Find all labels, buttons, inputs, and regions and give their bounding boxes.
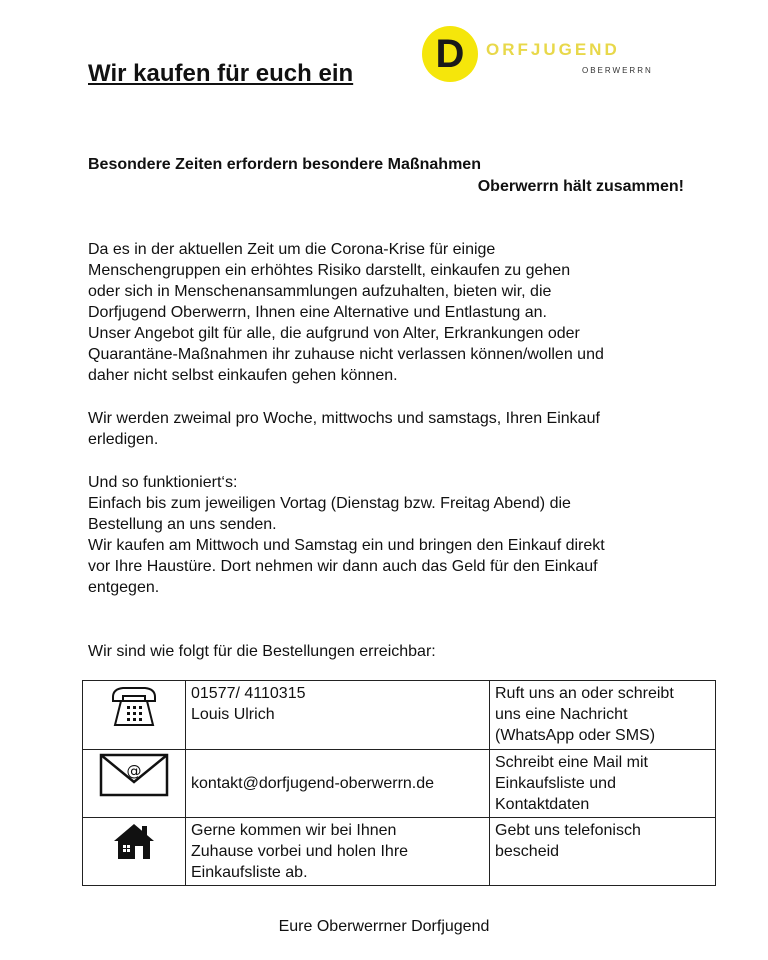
detail-line: Gerne kommen wir bei Ihnen [191, 822, 397, 839]
phone-number[interactable]: 01577/ 4110315 [191, 685, 306, 702]
note-line: Einkaufsliste und [495, 775, 616, 792]
telephone-icon [109, 683, 159, 729]
schedule-line: erledigen. [88, 431, 159, 448]
intro-line: oder sich in Menschenansammlungen aufzuhalten, bieten wir, die [88, 283, 552, 300]
note-line: uns eine Nachricht [495, 706, 628, 723]
intro-paragraph [88, 239, 708, 386]
howto-line: entgegen. [88, 579, 160, 596]
detail-line: Einkaufsliste ab. [191, 864, 308, 881]
icon-cell [83, 818, 186, 886]
envelope-icon [98, 752, 170, 798]
contact-detail-cell [186, 818, 490, 886]
howto-line: Einfach bis zum jeweiligen Vortag (Dienstag bzw. Freitag Abend) die [88, 495, 571, 512]
table-row [83, 681, 716, 750]
subheading-secondary: Oberwerrn hält zusammen! [477, 178, 684, 195]
intro-line: Menschengruppen ein erhöhtes Risiko darstellt, einkaufen zu gehen [88, 262, 571, 279]
note-line: Gebt uns telefonisch [495, 822, 641, 839]
icon-cell [83, 750, 186, 818]
signature: Eure Oberwerrner Dorfjugend [278, 918, 490, 935]
howto-line: Wir kaufen am Mittwoch und Samstag ein und bringen den Einkauf direkt [88, 537, 605, 554]
svg-text:@: @ [126, 762, 142, 780]
icon-cell [83, 681, 186, 750]
email-link[interactable]: kontakt@dorfjugend-oberwerrn.de [191, 775, 435, 792]
contact-detail-cell [186, 681, 490, 750]
schedule-line: Wir werden zweimal pro Woche, mittwochs und samstags, Ihren Einkauf [88, 410, 600, 427]
logo-letter: D [435, 31, 465, 76]
reach-paragraph: Wir sind wie folgt für die Bestellungen erreichbar: [88, 643, 436, 660]
dorfjugend-logo [422, 26, 682, 82]
detail-line: Zuhause vorbei und holen Ihre [191, 843, 409, 860]
subheading-primary: Besondere Zeiten erfordern besondere Maßnahmen [88, 156, 481, 173]
page-title: Wir kaufen für euch ein [88, 60, 354, 87]
note-line: bescheid [495, 843, 560, 860]
note-line: Ruft uns an oder schreibt [495, 685, 674, 702]
contact-table [82, 680, 716, 886]
note-line: Schreibt eine Mail mit [495, 754, 648, 771]
logo-name: ORFJUGEND [486, 40, 620, 59]
intro-line: daher nicht selbst einkaufen gehen können. [88, 367, 398, 384]
table-row [83, 750, 716, 818]
intro-line: Quarantäne-Maßnahmen ihr zuhause nicht verlassen können/wollen und [88, 346, 604, 363]
contact-detail-cell [186, 750, 490, 818]
note-line: Kontaktdaten [495, 796, 590, 813]
intro-line: Unser Angebot gilt für alle, die aufgrund von Alter, Erkrankungen oder [88, 325, 580, 342]
house-icon [111, 820, 157, 862]
contact-note-cell [490, 681, 716, 750]
note-line: (WhatsApp oder SMS) [495, 727, 656, 744]
intro-line: Da es in der aktuellen Zeit um die Corona-Krise für einige [88, 241, 496, 258]
contact-person: Louis Ulrich [191, 706, 275, 723]
howto-line: Bestellung an uns senden. [88, 516, 277, 533]
howto-line: Und so funktioniert‘s: [88, 474, 238, 491]
contact-note-cell [490, 818, 716, 886]
schedule-paragraph [88, 408, 708, 450]
logo-subtitle: OBERWERRN [582, 66, 653, 75]
contact-note-cell [490, 750, 716, 818]
intro-line: Dorfjugend Oberwerrn, Ihnen eine Alternative und Entlastung an. [88, 304, 547, 321]
howto-paragraph [88, 472, 708, 598]
howto-line: vor Ihre Haustüre. Dort nehmen wir dann auch das Geld für den Einkauf [88, 558, 598, 575]
table-row [83, 818, 716, 886]
